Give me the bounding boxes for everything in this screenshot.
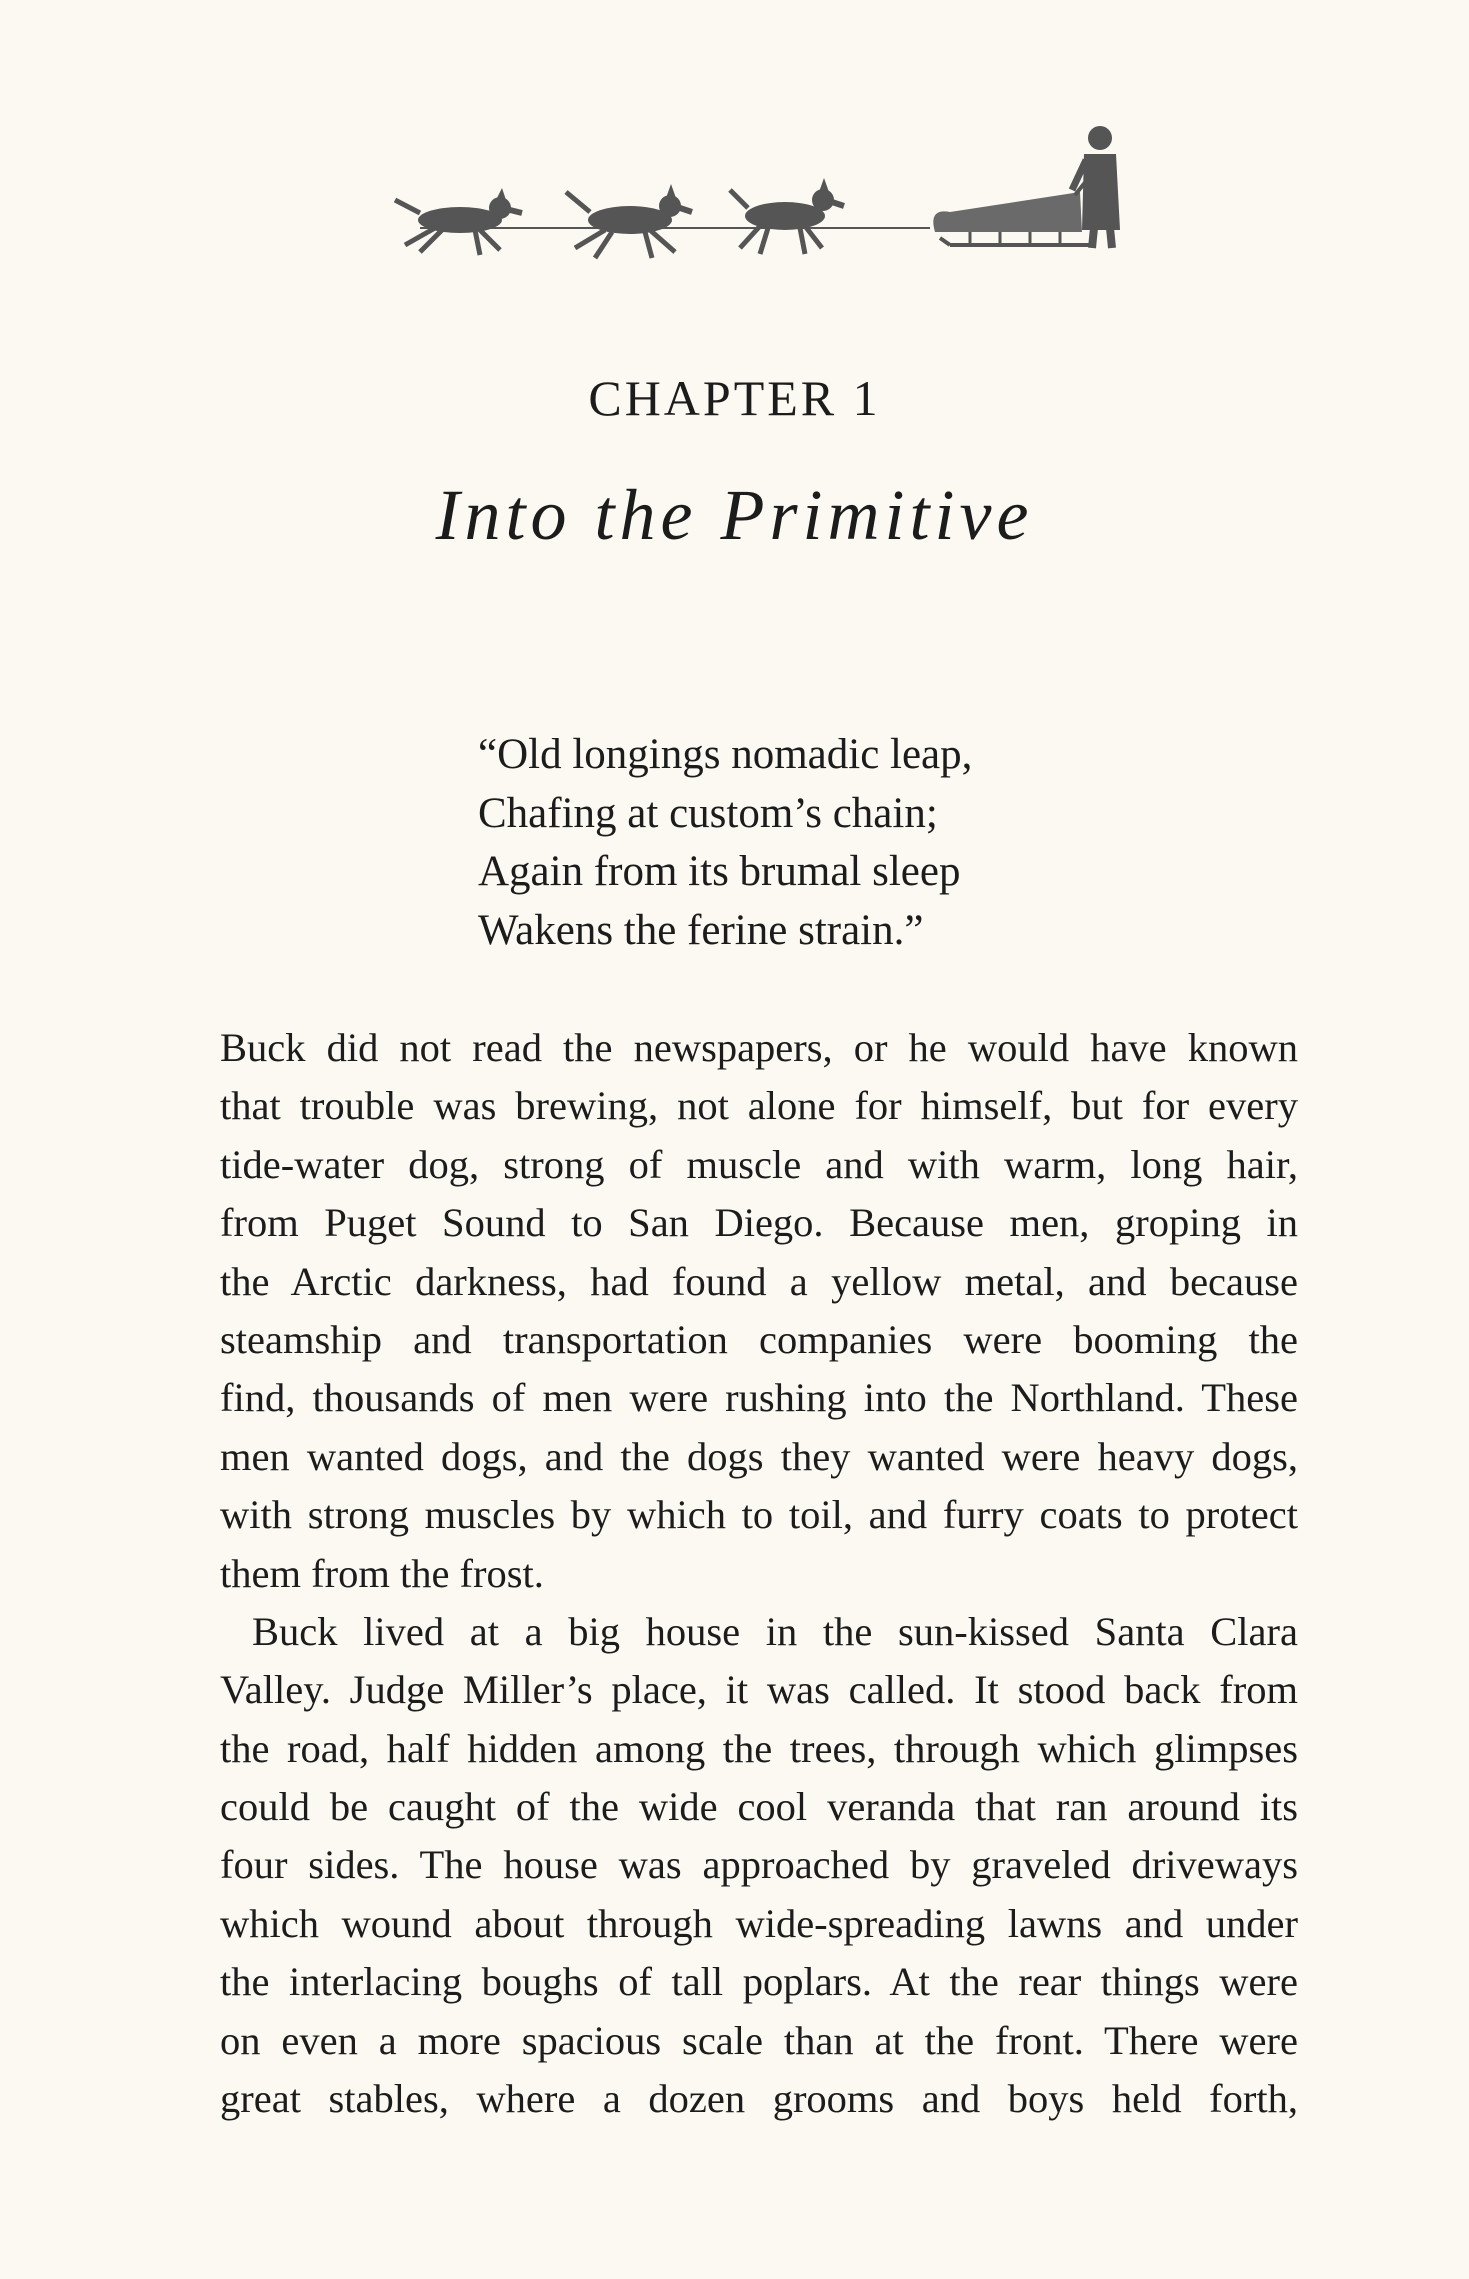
paragraph-1 <box>220 1019 1298 1603</box>
text-line: could be caught of the wide cool veranda that ran around its <box>220 1784 1298 1830</box>
text-line: tide-water dog, strong of muscle and with warm, long hair, <box>220 1141 1298 1187</box>
text-line: the road, half hidden among the trees, through which glimpses <box>220 1725 1298 1771</box>
text-line: find, thousands of men were rushing into the Northland. These <box>220 1375 1298 1421</box>
chapter-body <box>220 1019 1298 2128</box>
text-line: the Arctic darkness, had found a yellow metal, and because <box>220 1258 1298 1304</box>
text-line: men wanted dogs, and the dogs they wanted were heavy dogs, <box>220 1433 1298 1479</box>
epigraph <box>478 726 972 960</box>
epigraph-line: Again from its brumal sleep <box>478 848 961 895</box>
text-line: which wound about through wide-spreading lawns and under <box>220 1900 1298 1946</box>
sled-icon <box>933 170 1095 245</box>
text-line: them from the frost. <box>220 1550 544 1596</box>
sled-dog-2-icon <box>566 184 692 258</box>
chapter-title: Into the Primitive <box>435 475 1034 555</box>
text-line: Valley. Judge Miller’s place, it was called. It stood back from <box>220 1667 1298 1713</box>
sled-dog-1-icon <box>395 188 522 255</box>
text-line: steamship and transportation companies were booming the <box>220 1316 1298 1362</box>
epigraph-line: “Old longings nomadic leap, <box>478 731 973 778</box>
text-line: the interlacing boughs of tall poplars. At the rear things were <box>220 1959 1298 2005</box>
chapter-number: CHAPTER 1 <box>588 370 881 426</box>
text-line: that trouble was brewing, not alone for himself, but for every <box>220 1083 1298 1129</box>
text-line: on even a more spacious scale than at the front. There were <box>220 2017 1298 2063</box>
text-line: Buck did not read the newspapers, or he would have known <box>220 1025 1298 1070</box>
epigraph-line: Wakens the ferine strain.” <box>478 906 924 954</box>
text-line: with strong muscles by which to toil, and furry coats to protect <box>220 1492 1298 1538</box>
paragraph-2 <box>220 1603 1298 2129</box>
dog-sled-team-icon <box>360 120 1150 295</box>
text-line: Buck lived at a big house in the sun-kissed Santa Clara <box>252 1608 1298 1654</box>
text-line: great stables, where a dozen grooms and boys held forth, <box>220 2076 1298 2122</box>
epigraph-line: Chafing at custom’s chain; <box>478 789 938 837</box>
text-line: four sides. The house was approached by graveled driveways <box>220 1842 1298 1888</box>
text-line: from Puget Sound to San Diego. Because men, groping in <box>220 1200 1298 1246</box>
sled-dog-3-icon <box>730 178 844 254</box>
